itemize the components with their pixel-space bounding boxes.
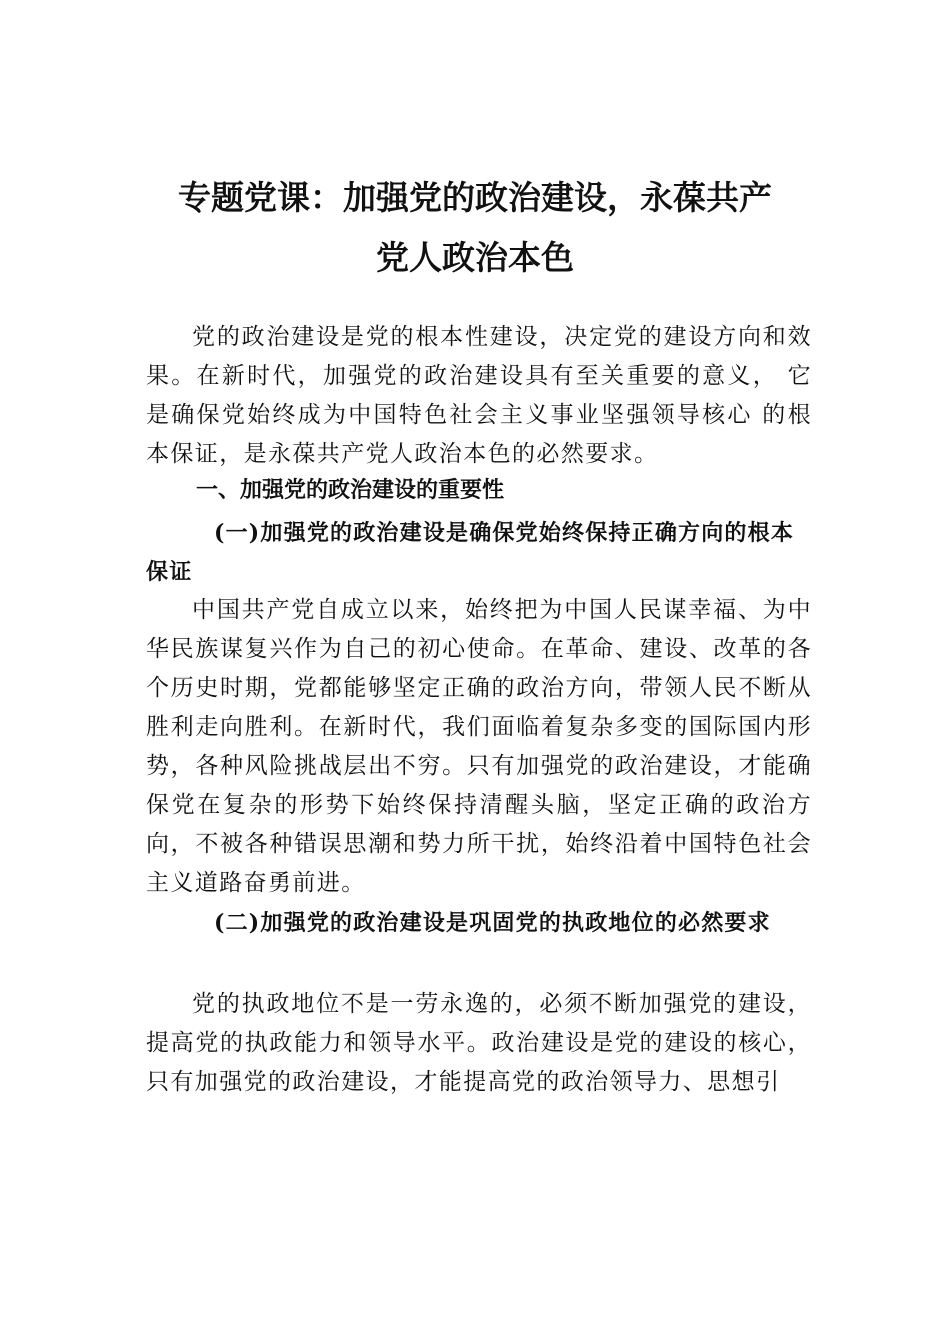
intro-paragraph: 党的政治建设是党的根本性建设，决定党的建设方向和效果。在新时代，加强党的政治建设具有至关重要的意义， 它是确保党始终成为中国特色社会主义事业坚强领导核心 的根本保证，是永葆共产党人政治本色的必然要求。 [146,324,812,467]
subsection-1-paragraph: 中国共产党自成立以来，始终把为中国人民谋幸福、为中华民族谋复兴作为自己的初心使命。在革命、建设、改革的各个历史时期，党都能够坚定正确的政治方向，带领人民不断从胜利走向胜利。在新时代，我们面临着复杂多变的国际国内形势，各种风险挑战层出不穷。只有加强党的政治建设，才能确保党在复杂的形势下始终保持清醒头脑，坚定正确的政治方向，不被各种错误思潮和势力所干扰，始终沿着中国特色社会主义道路奋勇前进。 [146,597,812,896]
subsection-2-paragraph: 党的执政地位不是一劳永逸的，必须不断加强党的建设， 提高党的执政能力和领导水平。政治建设是党的建设的核心， 只有加强党的政治建设，才能提高党的政治领导力、思想引 [146,991,812,1095]
title-line-2: 党人政治本色 [376,238,574,277]
subsection-heading-1: (一)加强党的政治建设是确保党始终保持正确方向的根本保证 [146,520,795,585]
document-title [140,168,810,288]
subsection-heading-2: (二)加强党的政治建设是巩固党的执政地位的必然要求 [214,910,771,936]
title-line-1: 专题党课：加强党的政治建设，永葆共产 [178,178,772,217]
section-heading-1: 一、加强党的政治建设的重要性 [196,478,505,503]
